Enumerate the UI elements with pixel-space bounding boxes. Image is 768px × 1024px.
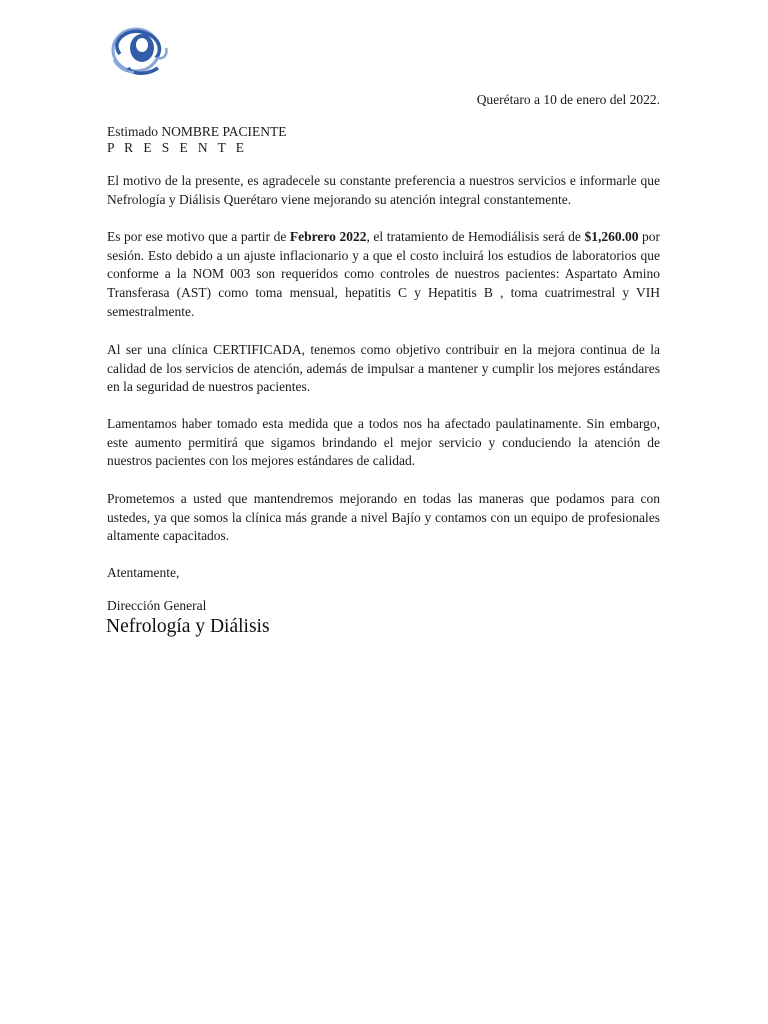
letter-date: Querétaro a 10 de enero del 2022. bbox=[476, 92, 660, 107]
paragraph-4: Lamentamos haber tomado esta medida que a todos nos ha afectado paulatinamente. Sin embargo, este aumento permitirá que sigamos brindando el mejor servicio y conduciendo la atención de nuestros pacientes con los mejores estándares de calidad. bbox=[107, 416, 660, 469]
salutation-presente: P R E S E N T E bbox=[107, 140, 248, 155]
effective-date: Febrero 2022 bbox=[289, 229, 367, 244]
closing-text: Atentamente, bbox=[107, 565, 180, 580]
paragraph-1: El motivo de la presente, es agradecele su constante preferencia a nuestros servicios e informarle que Nefrología y Diálisis Querétaro viene mejorando su atención integral constantemente. bbox=[107, 173, 660, 207]
signature-department: Dirección General bbox=[107, 598, 207, 613]
paragraph-3: Al ser una clínica CERTIFICADA, tenemos como objetivo contribuir en la mejora continua de la calidad de los servicios de atención, además de impulsar a mantener y cumplir los mejores estándares en la seguridad de nuestros pacientes. bbox=[107, 342, 660, 395]
signature-organization: Nefrología y Diálisis bbox=[106, 616, 270, 637]
paragraph-2-text-a: Es por ese motivo que a partir de bbox=[107, 229, 290, 244]
paragraph-2-text-b: , el tratamiento de Hemodiálisis será de bbox=[366, 229, 585, 244]
salutation-greeting: Estimado NOMBRE PACIENTE bbox=[107, 124, 287, 139]
session-price: $1,260.00 bbox=[584, 229, 639, 244]
paragraph-2-text-c: por sesión. Esto debido a un ajuste inflacionario y a que el costo incluirá los estudios de laboratorios que conforme a la NOM 003 son requeridos como controles de nuestros pacientes: Aspartato Amino Transferasa (AST) como toma mensual, hepatitis C y Hepatitis B , toma cuatrimestral y VIH semestralmente. bbox=[107, 229, 660, 319]
clinic-logo-icon bbox=[106, 24, 170, 78]
paragraph-5: Prometemos a usted que mantendremos mejorando en todas las maneras que podamos para con ustedes, ya que somos la clínica más grande a nivel Bajío y contamos con un equipo de profesionales altamente capacitados. bbox=[107, 491, 660, 544]
paragraph-2 bbox=[107, 228, 660, 322]
